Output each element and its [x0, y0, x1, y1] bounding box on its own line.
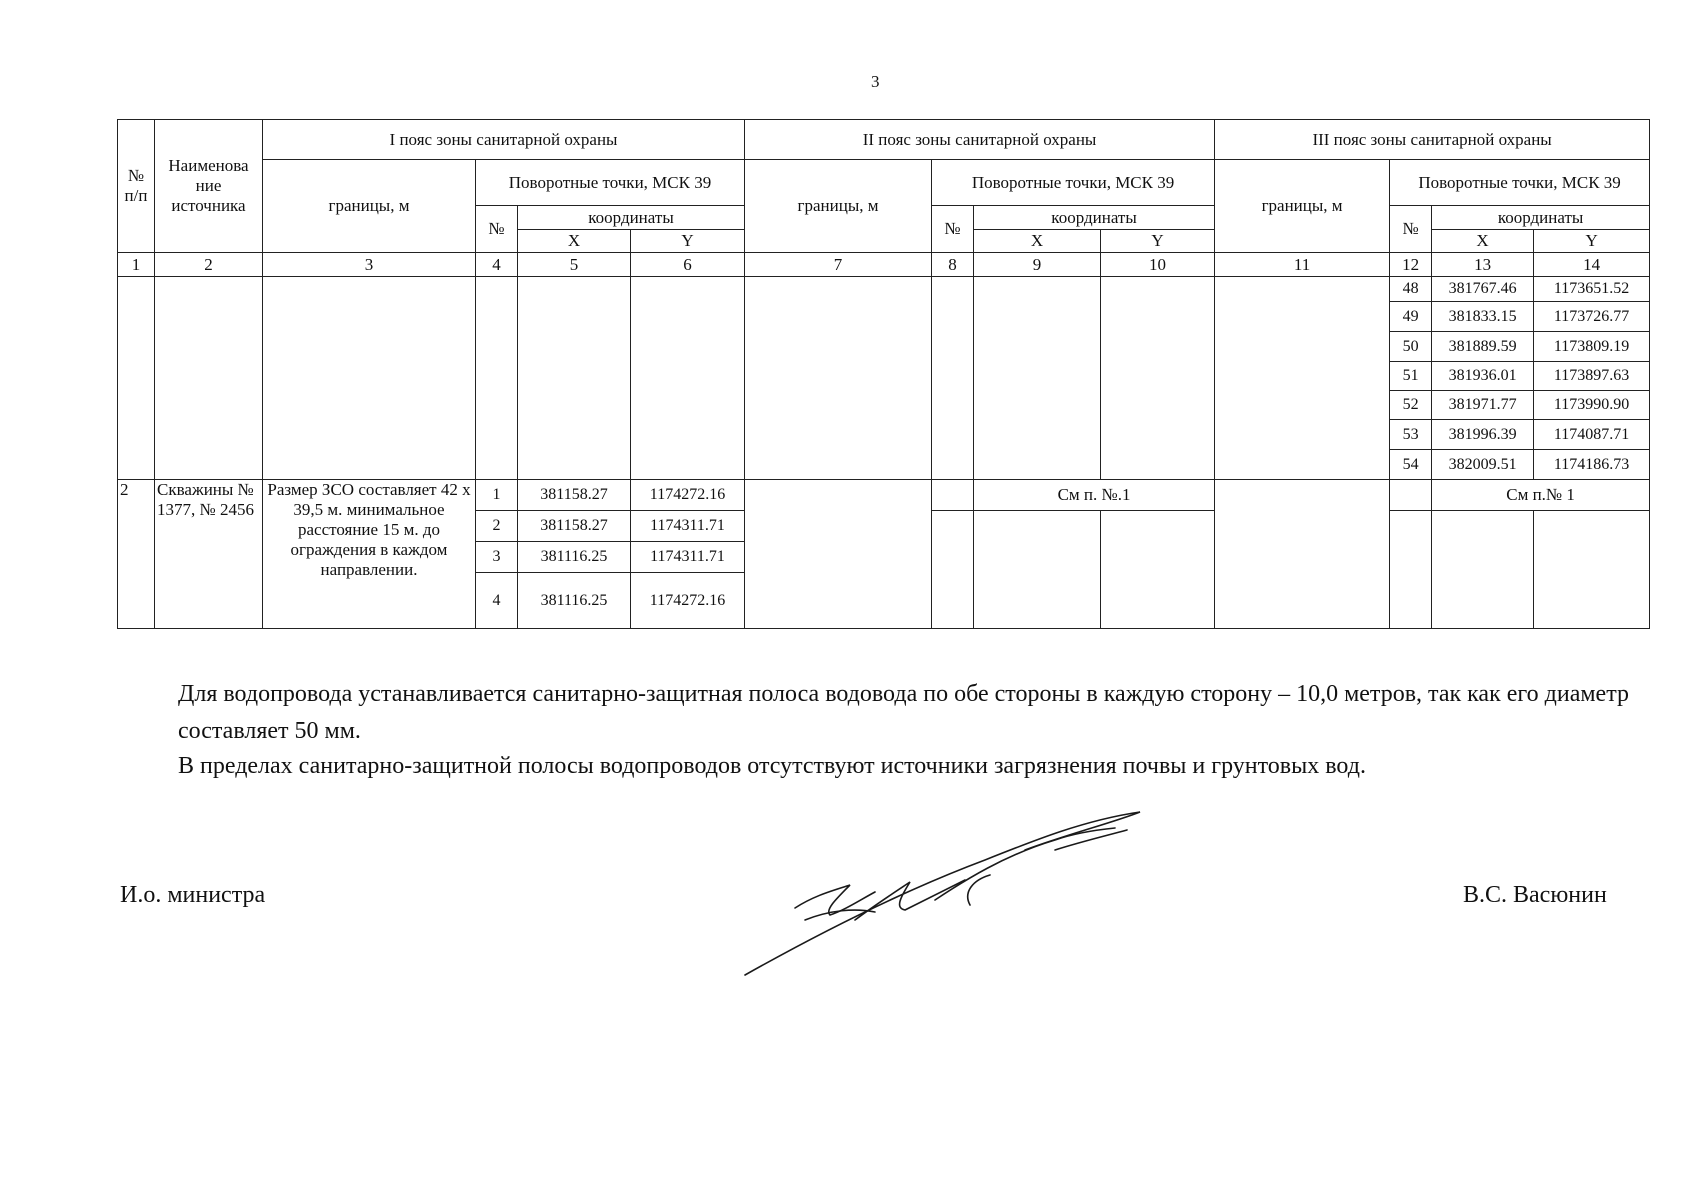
belt2-x-header: X: [974, 230, 1101, 253]
belt1-point-y: 1174311.71: [631, 511, 745, 542]
row2-belt2-empty-no: [932, 511, 974, 629]
belt3-point-x: 381936.01: [1432, 362, 1534, 391]
belt1-point-y: 1174272.16: [631, 480, 745, 511]
row2-belt3-empty-x: [1432, 511, 1534, 629]
belt1-y-header: Y: [631, 230, 745, 253]
row2-belt3-no: [1390, 480, 1432, 511]
row2-belt2-boundaries: [745, 480, 932, 629]
header-source-name: Наименова ние источника: [155, 120, 263, 253]
row2-belt3-empty-y: [1534, 511, 1650, 629]
signatory-position: И.о. министра: [120, 882, 266, 908]
belt1-point-y: 1174272.16: [631, 573, 745, 629]
belt1-no-header: №: [476, 206, 518, 253]
col-number: 6: [631, 253, 745, 277]
cont-num-cell: [118, 277, 155, 480]
belt3-point-no: 51: [1390, 362, 1432, 391]
col-number: 7: [745, 253, 932, 277]
belt1-point-no: 1: [476, 480, 518, 511]
belt3-point-y: 1173809.19: [1534, 332, 1650, 362]
belt3-point-y: 1173651.52: [1534, 277, 1650, 302]
belt1-coords-header: координаты: [518, 206, 745, 230]
belt3-point-x: 381833.15: [1432, 302, 1534, 332]
belt1-point-no: 3: [476, 542, 518, 573]
belt1-boundaries-header: границы, м: [263, 160, 476, 253]
header-belt1: I пояс зоны санитарной охраны: [263, 120, 745, 160]
row2-num: 2: [118, 480, 155, 629]
row2-belt3-boundaries: [1215, 480, 1390, 629]
col-number: 8: [932, 253, 974, 277]
cont-belt3-boundaries: [1215, 277, 1390, 480]
cont-belt1-x: [518, 277, 631, 480]
belt3-point-x: 381767.46: [1432, 277, 1534, 302]
belt3-point-y: 1173990.90: [1534, 391, 1650, 420]
belt1-point-x: 381116.25: [518, 542, 631, 573]
belt1-point-x: 381116.25: [518, 573, 631, 629]
col-number: 11: [1215, 253, 1390, 277]
col-number: 4: [476, 253, 518, 277]
cont-name-cell: [155, 277, 263, 480]
handwritten-signature: [735, 800, 1195, 980]
belt3-no-header: №: [1390, 206, 1432, 253]
cont-belt2-y: [1101, 277, 1215, 480]
col-number: 10: [1101, 253, 1215, 277]
signatory-name: В.С. Васюнин: [1463, 882, 1607, 908]
belt3-point-x: 381996.39: [1432, 420, 1534, 450]
belt2-boundaries-header: границы, м: [745, 160, 932, 253]
belt3-turn-points-header: Поворотные точки, МСК 39: [1390, 160, 1650, 206]
header-belt3: III пояс зоны санитарной охраны: [1215, 120, 1650, 160]
belt3-x-header: X: [1432, 230, 1534, 253]
row2-belt2-no: [932, 480, 974, 511]
col-number: 9: [974, 253, 1101, 277]
cont-belt1-y: [631, 277, 745, 480]
belt3-coords-header: координаты: [1432, 206, 1650, 230]
col-number: 5: [518, 253, 631, 277]
paragraph-no-pollution-sources: В пределах санитарно-защитной полосы водопроводов отсутствуют источники загрязнения почвы и грунтовых вод.: [178, 753, 1366, 779]
cont-belt2-boundaries: [745, 277, 932, 480]
belt1-point-x: 381158.27: [518, 511, 631, 542]
col-number: 2: [155, 253, 263, 277]
belt3-point-no: 50: [1390, 332, 1432, 362]
sanitary-zone-table: [117, 119, 1650, 629]
row2-boundaries: Размер ЗСО составляет 42 х 39,5 м. минимальное расстояние 15 м. до ограждения в каждом направлении.: [263, 480, 476, 629]
header-belt2: II пояс зоны санитарной охраны: [745, 120, 1215, 160]
belt3-point-no: 54: [1390, 450, 1432, 480]
belt3-point-x: 382009.51: [1432, 450, 1534, 480]
belt2-y-header: Y: [1101, 230, 1215, 253]
col-number: 12: [1390, 253, 1432, 277]
cont-belt2-x: [974, 277, 1101, 480]
belt3-y-header: Y: [1534, 230, 1650, 253]
belt3-boundaries-header: границы, м: [1215, 160, 1390, 253]
page-number: 3: [871, 72, 880, 91]
row2-belt2-ref: См п. №.1: [974, 480, 1215, 511]
col-number: 1: [118, 253, 155, 277]
row2-belt3-ref: См п.№ 1: [1432, 480, 1650, 511]
belt3-point-y: 1173897.63: [1534, 362, 1650, 391]
belt2-no-header: №: [932, 206, 974, 253]
belt3-point-x: 381971.77: [1432, 391, 1534, 420]
col-number: 13: [1432, 253, 1534, 277]
cont-belt1-boundaries: [263, 277, 476, 480]
belt1-point-y: 1174311.71: [631, 542, 745, 573]
row2-belt2-empty-x: [974, 511, 1101, 629]
row2-source-name: Скважины № 1377, № 2456: [155, 480, 263, 629]
belt3-point-y: 1173726.77: [1534, 302, 1650, 332]
cont-belt1-no: [476, 277, 518, 480]
belt3-point-no: 49: [1390, 302, 1432, 332]
belt3-point-no: 48: [1390, 277, 1432, 302]
belt3-point-y: 1174087.71: [1534, 420, 1650, 450]
belt2-coords-header: координаты: [974, 206, 1215, 230]
belt2-turn-points-header: Поворотные точки, МСК 39: [932, 160, 1215, 206]
belt1-x-header: X: [518, 230, 631, 253]
belt1-point-x: 381158.27: [518, 480, 631, 511]
belt3-point-no: 52: [1390, 391, 1432, 420]
header-num: № п/п: [118, 120, 155, 253]
row2-belt3-empty-no: [1390, 511, 1432, 629]
row2-belt2-empty-y: [1101, 511, 1215, 629]
table-row: [118, 480, 1650, 511]
cont-belt2-no: [932, 277, 974, 480]
belt3-point-x: 381889.59: [1432, 332, 1534, 362]
belt3-point-y: 1174186.73: [1534, 450, 1650, 480]
belt1-point-no: 4: [476, 573, 518, 629]
belt3-point-no: 53: [1390, 420, 1432, 450]
belt1-point-no: 2: [476, 511, 518, 542]
col-number: 14: [1534, 253, 1650, 277]
column-numbers-row: [118, 253, 1650, 277]
paragraph-water-pipe-strip: Для водопровода устанавливается санитарно-защитная полоса водовода по обе стороны в каждую сторону – 10,0 метров, так как его диаметр составляет 50 мм.: [178, 681, 1629, 744]
belt1-turn-points-header: Поворотные точки, МСК 39: [476, 160, 745, 206]
table-row: [118, 277, 1650, 302]
col-number: 3: [263, 253, 476, 277]
